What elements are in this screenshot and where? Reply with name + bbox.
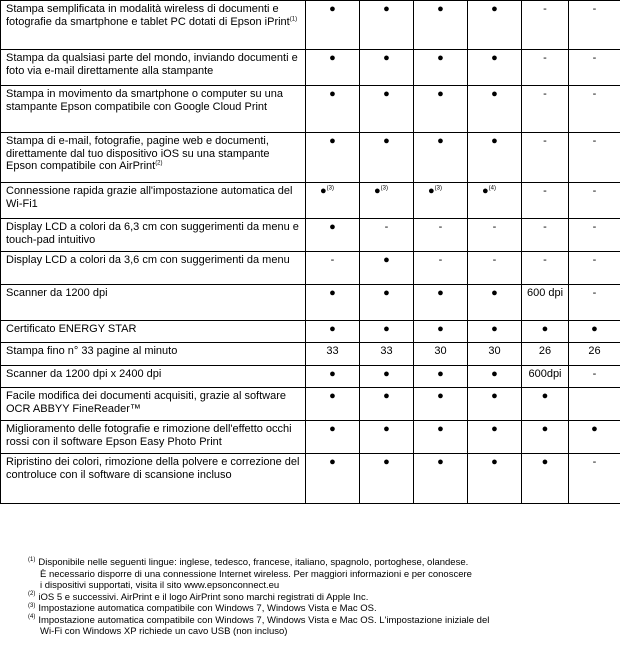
bullet-icon: ● [491,368,498,380]
footnote [28,557,618,592]
bullet-icon: ● [383,3,390,15]
feature-value-cell [306,421,360,454]
feature-value-cell [306,86,360,133]
feature-value-cell [306,343,360,366]
feature-value-cell [306,454,360,504]
footnote-ref: (3) [380,185,388,192]
bullet-icon: ● [491,88,498,100]
cell-value: - [543,88,547,100]
footnote [28,603,618,615]
table-row [1,321,620,343]
feature-value-cell [360,343,414,366]
cell-value: - [492,254,497,266]
feature-value-cell [306,50,360,86]
feature-value-cell [468,366,522,388]
feature-value-cell [306,1,360,50]
bullet-icon: ● [329,368,336,380]
bullet-icon: ● [383,88,390,100]
footnote-mark: (2) [28,591,36,598]
feature-value-cell [569,388,620,421]
feature-value-cell [468,285,522,321]
feature-text: Scanner da 1200 dpi x 2400 dpi [6,368,162,380]
cell-value: - [543,52,547,64]
feature-value-cell [414,343,468,366]
cell-value: 33 [326,345,339,357]
table-row [1,454,620,504]
cell-value: - [543,254,547,266]
cell-value: - [543,221,547,233]
feature-value-cell [569,50,620,86]
bullet-icon: ● [329,323,336,335]
feature-value-cell [414,285,468,321]
feature-value-cell [414,50,468,86]
feature-value-cell [569,285,620,321]
bullet-icon: ● [541,456,549,468]
bullet-icon: ● [383,456,390,468]
feature-value-cell [306,366,360,388]
feature-value-cell [569,421,620,454]
cell-value: - [592,221,597,233]
bullet-icon: ● [320,185,327,197]
feature-value-cell [360,388,414,421]
feature-value-cell [468,50,522,86]
bullet-icon: ● [591,423,598,435]
feature-description [1,421,306,454]
feature-value-cell [522,50,569,86]
bullet-icon: ● [383,52,390,64]
bullet-icon: ● [491,456,498,468]
feature-value-cell [414,1,468,50]
feature-description [1,285,306,321]
feature-description [1,183,306,219]
feature-value-cell [360,321,414,343]
feature-value-cell [360,285,414,321]
bullet-icon: ● [329,221,336,233]
feature-description [1,219,306,252]
bullet-icon: ● [491,135,498,147]
table-row [1,421,620,454]
feature-text: Connessione rapida grazie all'impostazione automatica del Wi-Fi1 [6,185,293,210]
feature-text: Stampa semplificata in modalità wireless di documenti e fotografie da smartphone e tablet PC dotati di Epson iPrint [6,3,290,28]
feature-value-cell [306,285,360,321]
table-row [1,183,620,219]
footnote-line: iOS 5 e successivi. AirPrint e il logo AirPrint sono marchi registrati di Apple Inc. [38,591,369,603]
bullet-icon: ● [541,390,549,402]
footnote-ref: (3) [434,185,442,192]
cell-value: - [592,52,597,64]
cell-value: 30 [488,345,501,357]
bullet-icon: ● [591,323,598,335]
feature-value-cell [522,388,569,421]
feature-value-cell [414,219,468,252]
table-row [1,388,620,421]
cell-value: 600dpi [528,368,562,380]
footnote-ref: (2) [155,160,163,167]
feature-value-cell [306,219,360,252]
feature-text: Ripristino dei colori, rimozione della polvere e correzione del controluce con il software di scansione incluso [6,456,300,481]
bullet-icon: ● [437,390,444,402]
feature-description [1,321,306,343]
feature-value-cell [360,252,414,285]
feature-text: Stampa fino n° 33 pagine al minuto [6,345,178,357]
bullet-icon: ● [383,390,390,402]
table-row [1,219,620,252]
cell-value: - [543,3,547,15]
bullet-icon: ● [329,3,336,15]
feature-value-cell [360,219,414,252]
feature-value-cell [360,1,414,50]
table-row [1,1,620,50]
bullet-icon: ● [437,323,444,335]
feature-description [1,86,306,133]
feature-value-cell [414,421,468,454]
footnote-line: i dispositivi supportati, visita il sito www.epsonconnect.eu [40,580,280,591]
bullet-icon: ● [541,323,549,335]
bullet-icon: ● [491,3,498,15]
feature-value-cell [360,50,414,86]
cell-value: 30 [434,345,447,357]
feature-value-cell [569,219,620,252]
feature-value-cell [306,388,360,421]
feature-value-cell [360,366,414,388]
bullet-icon: ● [437,287,444,299]
feature-value-cell [569,183,620,219]
table-row [1,133,620,183]
feature-text: Scanner da 1200 dpi [6,287,108,299]
footnote-ref: (1) [289,15,298,22]
feature-description [1,454,306,504]
feature-value-cell [468,252,522,285]
footnote-line: È necessario disporre di una connessione Internet wireless. Per maggiori informazioni e per conoscere [40,568,472,580]
feature-value-cell [306,252,360,285]
feature-text: Facile modifica dei documenti acquisiti, grazie al software OCR ABBYY FineReader™ [6,390,287,415]
bullet-icon: ● [329,390,336,402]
table-row [1,252,620,285]
feature-value-cell [360,454,414,504]
feature-value-cell [569,133,620,183]
footnote-line: Disponibile nelle seguenti lingue: inglese, tedesco, francese, italiano, spagnolo, portoghese, olandese. [38,557,469,568]
feature-value-cell [468,183,522,219]
feature-value-cell [414,366,468,388]
feature-value-cell [468,421,522,454]
feature-value-cell [360,133,414,183]
feature-value-cell [306,133,360,183]
cell-value: - [592,368,597,380]
feature-text: Certificato ENERGY STAR [6,323,137,335]
table-row [1,50,620,86]
feature-value-cell [414,133,468,183]
bullet-icon: ● [541,423,549,435]
bullet-icon: ● [437,368,444,380]
cell-value: 600 dpi [526,287,564,299]
feature-value-cell [414,183,468,219]
feature-value-cell [522,183,569,219]
bullet-icon: ● [329,52,336,64]
feature-value-cell [306,321,360,343]
bullet-icon: ● [383,135,390,147]
feature-description [1,343,306,366]
feature-value-cell [414,388,468,421]
bullet-icon: ● [437,456,444,468]
feature-description [1,1,306,50]
table-row [1,366,620,388]
footnotes [28,557,618,638]
feature-text: Display LCD a colori da 3,6 cm con suggerimenti da menu [6,254,290,266]
bullet-icon: ● [491,323,498,335]
feature-value-cell [569,343,620,366]
cell-value: - [592,135,597,147]
feature-value-cell [468,86,522,133]
feature-value-cell [522,343,569,366]
cell-value: - [492,221,497,233]
feature-value-cell [360,183,414,219]
table-row [1,343,620,366]
bullet-icon: ● [428,185,435,197]
feature-value-cell [468,219,522,252]
feature-value-cell [468,1,522,50]
bullet-icon: ● [437,423,444,435]
feature-value-cell [522,1,569,50]
cell-value: - [592,185,597,197]
bullet-icon: ● [383,287,390,299]
bullet-icon: ● [329,423,336,435]
bullet-icon: ● [374,185,381,197]
feature-value-cell [569,366,620,388]
footnote-ref: (4) [488,185,496,192]
feature-value-cell [360,86,414,133]
cell-value: - [592,3,597,15]
bullet-icon: ● [383,423,390,435]
bullet-icon: ● [491,52,498,64]
cell-value: - [438,221,443,233]
feature-value-cell [468,343,522,366]
bullet-icon: ● [491,390,498,402]
bullet-icon: ● [329,456,336,468]
feature-value-cell [468,133,522,183]
feature-description [1,133,306,183]
feature-value-cell [522,321,569,343]
cell-value: - [543,135,547,147]
feature-value-cell [522,421,569,454]
feature-value-cell [522,252,569,285]
cell-value: 26 [588,345,601,357]
footnote-line: Impostazione automatica compatibile con Windows 7, Windows Vista e Mac OS. [38,603,377,614]
feature-value-cell [306,183,360,219]
feature-value-cell [414,252,468,285]
cell-value: 33 [380,345,393,357]
footnote [28,615,618,638]
bullet-icon: ● [329,287,336,299]
feature-description [1,388,306,421]
feature-description [1,366,306,388]
feature-value-cell [522,86,569,133]
feature-text: Display LCD a colori da 6,3 cm con suggerimenti da menu e touch-pad intuitivo [6,221,299,246]
table-row [1,86,620,133]
feature-value-cell [569,454,620,504]
cell-value: - [592,287,597,299]
bullet-icon: ● [383,254,390,266]
bullet-icon: ● [329,135,336,147]
cell-value: - [592,88,597,100]
feature-text: Stampa in movimento da smartphone o computer su una stampante Epson compatibile con Google Cloud Print [6,88,283,113]
feature-value-cell [414,321,468,343]
footnote-mark: (1) [28,556,36,563]
feature-text: Stampa di e-mail, fotografie, pagine web e documenti, direttamente dal tuo dispositivo iOS su una stampante Epson compatibile con AirPrint [6,135,270,172]
feature-value-cell [468,454,522,504]
table-row [1,285,620,321]
footnote-line: Wi-Fi con Windows XP richiede un cavo USB (non incluso) [40,626,288,637]
bullet-icon: ● [437,52,444,64]
cell-value: - [543,185,547,197]
cell-value: - [384,221,389,233]
feature-value-cell [569,252,620,285]
cell-value: - [330,254,335,266]
footnote [28,592,618,604]
bullet-icon: ● [437,3,444,15]
feature-text: Miglioramento delle fotografie e rimozione dell'effetto occhi rossi con il software Epson Easy Photo Print [6,423,292,448]
feature-value-cell [522,219,569,252]
cell-value: - [592,456,597,468]
feature-text: Stampa da qualsiasi parte del mondo, inviando documenti e foto via e-mail direttamente alla stampante [6,52,298,77]
footnote-ref: (3) [326,185,334,192]
feature-value-cell [569,86,620,133]
feature-value-cell [522,454,569,504]
feature-value-cell [569,321,620,343]
feature-value-cell [414,454,468,504]
bullet-icon: ● [491,423,498,435]
feature-value-cell [569,1,620,50]
feature-value-cell [414,86,468,133]
feature-value-cell [468,321,522,343]
bullet-icon: ● [383,368,390,380]
feature-description [1,252,306,285]
feature-value-cell [522,366,569,388]
bullet-icon: ● [437,135,444,147]
cell-value: - [592,254,597,266]
bullet-icon: ● [482,185,489,197]
feature-description [1,50,306,86]
bullet-icon: ● [437,88,444,100]
bullet-icon: ● [329,88,336,100]
feature-value-cell [522,133,569,183]
footnote-mark: (3) [28,602,36,609]
feature-value-cell [468,388,522,421]
footnote-mark: (4) [28,614,36,621]
feature-value-cell [522,285,569,321]
feature-value-cell [360,421,414,454]
cell-value: - [438,254,443,266]
cell-value: 26 [538,345,552,357]
footnote-line: Impostazione automatica compatibile con Windows 7, Windows Vista e Mac OS. L'impostazione iniziale del [38,614,490,626]
features-table-body [1,1,620,504]
bullet-icon: ● [383,323,390,335]
bullet-icon: ● [491,287,498,299]
